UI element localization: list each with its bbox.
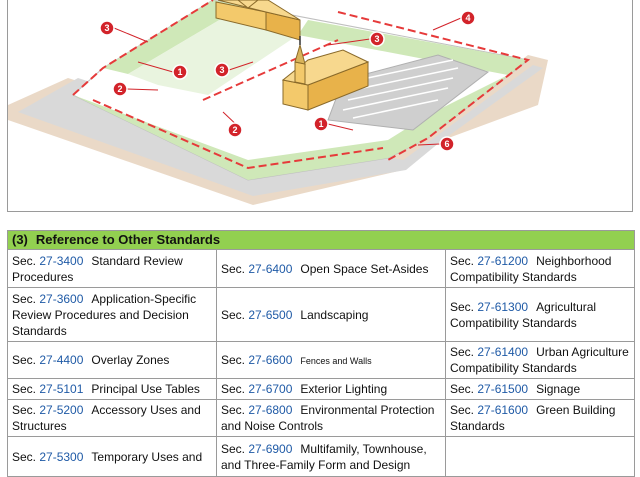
cell-label: Temporary Uses and bbox=[91, 449, 203, 464]
header-number: (3) bbox=[12, 232, 28, 247]
cell-prefix: Sec. bbox=[221, 352, 249, 367]
cell-label: Open Space Set-Asides bbox=[300, 261, 429, 276]
cell-label: Standard Review Procedures bbox=[12, 253, 183, 284]
cell-number[interactable]: 27-5101 bbox=[39, 382, 84, 396]
cell-number[interactable]: 27-4400 bbox=[39, 353, 84, 367]
cell-label: Green Building Standards bbox=[450, 403, 616, 433]
svg-text:3: 3 bbox=[374, 34, 380, 44]
table-cell[interactable] bbox=[217, 250, 446, 288]
table-cell[interactable] bbox=[217, 379, 446, 400]
svg-text:1: 1 bbox=[318, 119, 324, 129]
svg-text:4: 4 bbox=[465, 13, 471, 23]
cell-prefix: Sec. bbox=[12, 353, 40, 367]
cell-prefix: Sec. bbox=[221, 382, 249, 396]
cell-number[interactable]: 27-6700 bbox=[248, 382, 293, 396]
reference-standards-table bbox=[7, 230, 635, 477]
cell-label: Overlay Zones bbox=[91, 353, 170, 367]
cell-label: Environmental Protection and Noise Controls bbox=[221, 403, 435, 433]
table-cell[interactable] bbox=[8, 437, 217, 477]
cell-prefix: Sec. bbox=[12, 291, 40, 306]
svg-text:1: 1 bbox=[177, 67, 183, 77]
cell-prefix: Sec. bbox=[450, 253, 478, 268]
cell-number[interactable]: 27-3400 bbox=[39, 253, 84, 268]
cell-prefix: Sec. bbox=[450, 382, 478, 396]
cell-number[interactable]: 27-6800 bbox=[248, 403, 293, 417]
svg-text:2: 2 bbox=[117, 84, 123, 94]
table-cell[interactable] bbox=[8, 379, 217, 400]
cell-prefix: Sec. bbox=[221, 441, 249, 456]
callout-4 bbox=[433, 11, 475, 30]
table-cell[interactable] bbox=[217, 342, 446, 379]
cell-label: Accessory Uses and Structures bbox=[12, 403, 201, 433]
table-cell[interactable] bbox=[8, 250, 217, 288]
cell-label: Principal Use Tables bbox=[91, 382, 200, 396]
cell-label: Neighborhood Compatibility Standards bbox=[450, 253, 612, 284]
cell-prefix: Sec. bbox=[12, 253, 40, 268]
cell-number[interactable]: 27-61500 bbox=[477, 382, 529, 396]
header-title: Reference to Other Standards bbox=[35, 232, 221, 247]
cell-number[interactable]: 27-61400 bbox=[477, 345, 529, 359]
cell-number[interactable]: 27-61200 bbox=[477, 253, 529, 268]
table-cell[interactable] bbox=[8, 288, 217, 342]
cell-label: Multifamily, Townhouse, and Three-Family Form and Design bbox=[221, 441, 427, 472]
cell-prefix: Sec. bbox=[12, 403, 40, 417]
cell-prefix: Sec. bbox=[12, 449, 40, 464]
svg-text:2: 2 bbox=[232, 125, 238, 135]
cell-number[interactable]: 27-6400 bbox=[248, 261, 293, 276]
table-cell-empty bbox=[446, 437, 635, 477]
site-plan-illustration bbox=[7, 0, 633, 212]
table-cell[interactable] bbox=[446, 250, 635, 288]
cell-number[interactable]: 27-61300 bbox=[477, 299, 529, 314]
table-header bbox=[8, 231, 635, 250]
cell-label: Signage bbox=[536, 382, 581, 396]
cell-label: Exterior Lighting bbox=[300, 382, 388, 396]
cell-number[interactable]: 27-6900 bbox=[248, 441, 293, 456]
cell-prefix: Sec. bbox=[221, 307, 249, 322]
table-cell[interactable] bbox=[446, 342, 635, 379]
cell-number[interactable]: 27-3600 bbox=[39, 291, 84, 306]
site-plan-drawing bbox=[8, 0, 633, 212]
cell-prefix: Sec. bbox=[12, 382, 40, 396]
cell-prefix: Sec. bbox=[450, 403, 478, 417]
cell-label: Application-Specific Review Procedures and Decision Standards bbox=[12, 291, 197, 338]
cell-label: Urban Agriculture Compatibility Standards bbox=[450, 345, 629, 375]
table-cell[interactable] bbox=[217, 288, 446, 342]
cell-prefix: Sec. bbox=[450, 299, 478, 314]
cell-prefix: Sec. bbox=[221, 403, 249, 417]
table-cell[interactable] bbox=[217, 400, 446, 437]
table-cell[interactable] bbox=[8, 342, 217, 379]
table-cell[interactable] bbox=[8, 400, 217, 437]
svg-text:6: 6 bbox=[444, 139, 450, 149]
svg-text:3: 3 bbox=[104, 23, 110, 33]
cell-label: Agricultural Compatibility Standards bbox=[450, 299, 597, 330]
table-cell[interactable] bbox=[446, 400, 635, 437]
table-cell[interactable] bbox=[217, 437, 446, 477]
svg-text:3: 3 bbox=[219, 65, 225, 75]
cell-prefix: Sec. bbox=[221, 261, 249, 276]
cell-number[interactable]: 27-6500 bbox=[248, 307, 293, 322]
cell-number[interactable]: 27-6600 bbox=[248, 352, 293, 367]
cell-number[interactable]: 27-61600 bbox=[477, 403, 529, 417]
cell-number[interactable]: 27-5200 bbox=[39, 403, 84, 417]
cell-number[interactable]: 27-5300 bbox=[39, 449, 84, 464]
cell-label: Fences and Walls bbox=[300, 355, 372, 366]
table-cell[interactable] bbox=[446, 379, 635, 400]
cell-prefix: Sec. bbox=[450, 345, 478, 359]
cell-label: Landscaping bbox=[300, 307, 369, 322]
callout-3-left bbox=[100, 21, 148, 42]
table-cell[interactable] bbox=[446, 288, 635, 342]
